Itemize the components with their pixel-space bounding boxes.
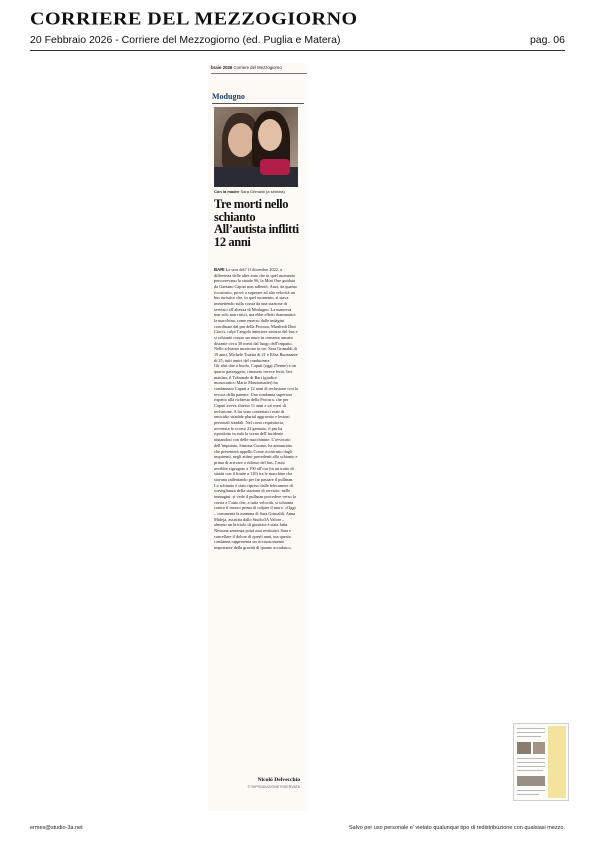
- clipping-paper: Corriere del Mezzogiorno: [233, 65, 282, 70]
- caption-text: Sara Grimaldi (a sinistra): [240, 189, 285, 194]
- article-clipping: [208, 63, 308, 811]
- footer-disclaimer: Salvo per uso personale e' vietato qualunque tipo di redistribuzione con qualsiasi mezzo.: [349, 825, 565, 831]
- thumbnail-line: [517, 790, 545, 791]
- article-photo: [214, 107, 298, 187]
- photo-person-right-face: [258, 119, 282, 151]
- copyright-notice: © RIPRODUZIONE RISERVATA: [247, 785, 300, 789]
- thumbnail-image: [517, 742, 531, 754]
- footer-email: ermes@studio-3a.net: [30, 825, 83, 831]
- thumbnail-highlight: [548, 726, 566, 798]
- article-text: La sera dell’11 dicembre 2022, a differenza delle altre auto che in quel momento percorrevano la statale 96, la Mini One guidata da Gaetano Caputi non rallentò. Anzi, da quanto ricostruito, provò a superare ad alta velocità un bus turistico che, in quel momento, si stava immettendo sulla corsia da una stazione di servizio all’altezza di Modugno. La manovra non solo non riuscì, ma ebbe effetti drammatici: la macchina, come emerso dalle indagini coordinate dal pm della Procura, Manfredi Dini Ciacci, colpì l’angolo anteriore sinistro del bus e si schiantò contro un muro in cemento armato distante circa 30 metri dal luogo dell’impatto. Nello schianto morirono in tre: Sara Grimaldi di 19 anni, Michele Traetta di 21 e Elisa Buonsante di 25, tutti amici del conducente. Gli altri due a bordo, Caputi (oggi 25enne) e un quarto passeggero, rimasero invece feriti. Ieri mattina, il Tribunale di Bari (giudice monocratico Mario Mastromattei) ha condannato Caputi a 12 anni di reclusione con la revoca della patente. Una condanna superiore rispetto alla richiesta della Procura, che per Caputi aveva chiesto 11 anni e sei mesi di reclusione. A lui sono contestati i reati di omicidio stradale plurial aggravato e lesioni personali stradali. Nel corso requisitoria, avvenuta lo scorso 22 gennaio, il pm ha riprodotto in aula la scena dell’incidente aiutandosi con delle macchinine. L’avvocato dell’imputato, Simona Cuomo, ha annunciato che presenterà appello.Come ricostruito dagli inquirenti, negli attimi precedenti allo schianto e prima di arrivare a ridosso del bus, l’auto avrebbe zigzagato a 190 all’ora (in un tratto di strada con il limite a 110) tra le macchine che stavano rallentando per far passare il pullman. Lo schianto è stato ripreso dalle telecamere di sorveglianza della stazione di servizio: nelle immagini, si vede il pullman procedere verso la corsia e l’auto che, a tutta velocità, si schianta contro il mezzo prima di colpire il muro. «Oggi – commenta la mamma di Sara Grimaldi, Anna Mideja, assistita dallo Studio3A Valore – almeno un briciolo di giustizia è stata fatta. Nessuna sentenza potrà mai restituirci Sara e cancellare il dolore di questi anni, ma questa condanna rappresenta un riconoscimento importante della gravità di quanto accaduto».: [214, 267, 298, 550]
- thumbnail-line: [517, 762, 545, 763]
- caption-bold: Con la madre: [214, 189, 240, 194]
- thumbnail-line: [517, 736, 541, 737]
- page-number: pag. 06: [529, 34, 565, 46]
- section-rule: [212, 103, 304, 104]
- thumbnail-image: [517, 776, 545, 786]
- page-preview-thumbnail: [513, 723, 569, 801]
- photo-caption: [214, 189, 306, 194]
- article-headline: Tre morti nello schianto All’autista inflitti 12 anni: [214, 197, 299, 249]
- thumbnail-line: [517, 766, 545, 767]
- section-title: Modugno: [212, 92, 245, 101]
- photo-scarf: [260, 159, 290, 175]
- thumbnail-line: [517, 794, 539, 795]
- header-rule: [30, 50, 565, 51]
- thumbnail-image: [533, 742, 545, 754]
- photo-person-left-face: [228, 123, 254, 157]
- publication-date-line: 20 Febbraio 2026 - Corriere del Mezzogiorno (ed. Puglia e Matera): [30, 34, 341, 46]
- article-author: Nicolò Delvecchio: [257, 777, 300, 783]
- masthead: CORRIERE DEL MEZZOGIORNO: [30, 9, 358, 29]
- thumbnail-line: [517, 732, 545, 733]
- article-dateline: BARI: [214, 267, 225, 272]
- clipping-rule: [211, 73, 307, 74]
- clipping-header: [211, 65, 306, 70]
- thumbnail-line: [517, 728, 545, 729]
- thumbnail-line: [517, 758, 545, 759]
- clipping-date: braio 2026: [211, 65, 233, 70]
- article-body: [214, 267, 298, 551]
- thumbnail-line: [517, 770, 543, 771]
